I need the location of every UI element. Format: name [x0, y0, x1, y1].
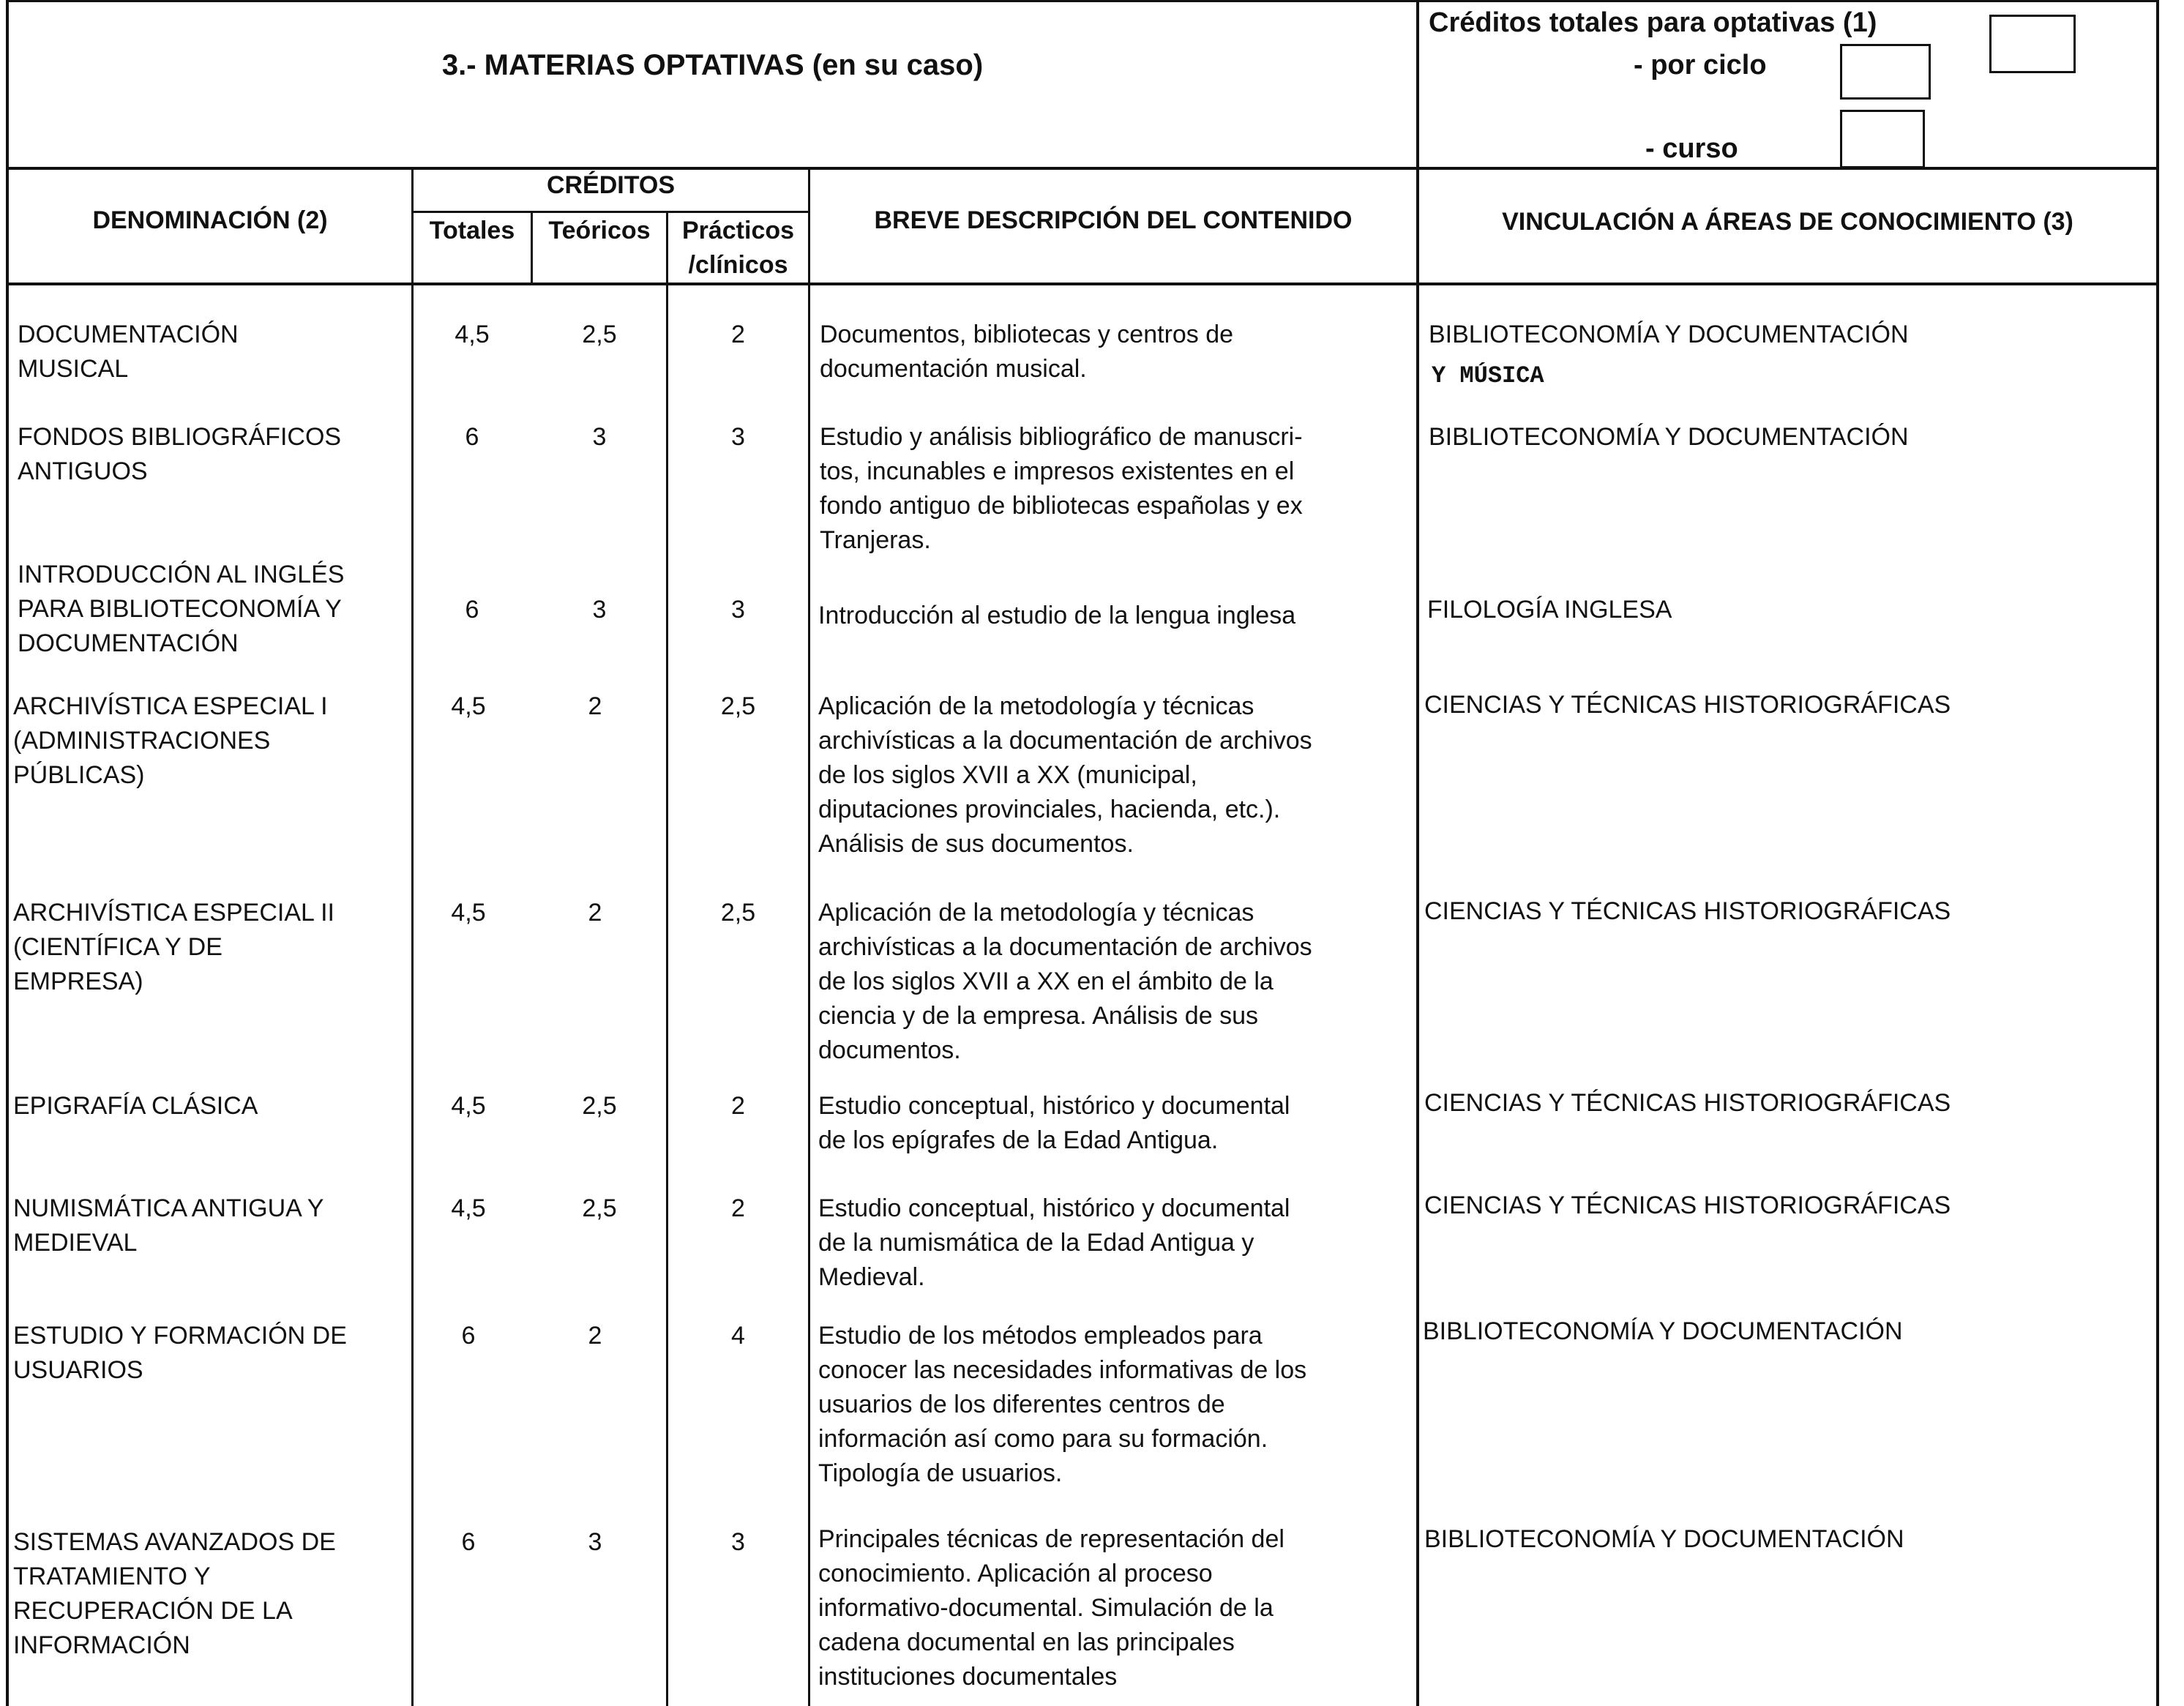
header-bottom-rule [6, 167, 2159, 170]
row-name: EPIGRAFÍA CLÁSICA [13, 1092, 258, 1120]
row-teoricos: 3 [592, 596, 607, 624]
row-descripcion: Estudio conceptual, histórico y documental de los epígrafes de la Edad Antigua. [818, 1092, 1290, 1154]
row-totales: 6 [465, 596, 479, 624]
row-descripcion: Documentos, bibliotecas y centros de documentación musical. [820, 321, 1234, 383]
row-name: SISTEMAS AVANZADOS DE TRATAMIENTO Y RECUPERACIÓN DE LA INFORMACIÓN [13, 1528, 336, 1659]
row-practicos: 2,5 [720, 692, 756, 720]
row-area: FILOLOGÍA INGLESA [1427, 596, 1672, 624]
row-teoricos: 2,5 [582, 1092, 617, 1120]
row-totales: 6 [461, 1322, 476, 1350]
row-name: FONDOS BIBLIOGRÁFICOS ANTIGUOS [18, 423, 342, 485]
row-area: BIBLIOTECONOMÍA Y DOCUMENTACIÓN [1429, 423, 1909, 451]
row-practicos: 2,5 [720, 899, 756, 927]
col-header-descripcion: BREVE DESCRIPCIÓN DEL CONTENIDO [874, 206, 1353, 234]
total-credits-box[interactable] [1989, 15, 2076, 73]
row-descripcion: Estudio y análisis bibliográfico de manuscri- tos, incunables e impresos existentes en el fondo antiguo de bibliotecas españolas y ex Tranjeras. [820, 423, 1303, 554]
row-practicos: 3 [731, 596, 745, 624]
row-totales: 4,5 [451, 899, 486, 927]
total-credits-label: Créditos totales para optativas (1) [1429, 7, 1877, 38]
row-practicos: 2 [731, 1092, 745, 1120]
per-cycle-label: - por ciclo [1634, 50, 1767, 81]
col-header-denominacion: DENOMINACIÓN (2) [92, 206, 328, 234]
row-teoricos: 2 [588, 692, 602, 720]
columns-header-bottom-rule [6, 283, 2159, 285]
row-teoricos: 2 [588, 1322, 602, 1350]
per-course-label: - curso [1645, 133, 1738, 164]
col-header-totales: Totales [429, 217, 515, 244]
row-area: CIENCIAS Y TÉCNICAS HISTORIOGRÁFICAS [1424, 1191, 1951, 1219]
row-totales: 4,5 [451, 1194, 486, 1222]
row-practicos: 4 [731, 1322, 745, 1350]
row-area: CIENCIAS Y TÉCNICAS HISTORIOGRÁFICAS [1424, 897, 1951, 925]
row-descripcion: Introducción al estudio de la lengua inglesa [818, 602, 1296, 629]
per-course-box[interactable] [1840, 110, 1925, 168]
row-teoricos: 2,5 [582, 1194, 617, 1222]
row-totales: 4,5 [455, 321, 490, 348]
row-teoricos: 3 [592, 423, 607, 451]
row-area: CIENCIAS Y TÉCNICAS HISTORIOGRÁFICAS [1424, 1089, 1951, 1117]
row-practicos: 2 [731, 1194, 745, 1222]
row-teoricos: 2 [588, 899, 602, 927]
row-name: ESTUDIO Y FORMACIÓN DE USUARIOS [13, 1322, 347, 1384]
frame-right-border [2156, 0, 2159, 1706]
row-practicos: 3 [731, 423, 745, 451]
row-practicos: 3 [731, 1528, 745, 1556]
creditos-subheader-rule [411, 211, 810, 213]
row-totales: 4,5 [451, 692, 486, 720]
row-name: DOCUMENTACIÓN MUSICAL [18, 321, 239, 383]
row-totales: 6 [465, 423, 479, 451]
row-totales: 6 [461, 1528, 476, 1556]
col-divider-denominacion [411, 170, 414, 1706]
row-area-secondary: Y MÚSICA [1432, 362, 1544, 389]
row-totales: 4,5 [451, 1092, 486, 1120]
col-header-vinculacion: VINCULACIÓN A ÁREAS DE CONOCIMIENTO (3) [1502, 208, 2073, 236]
row-area: BIBLIOTECONOMÍA Y DOCUMENTACIÓN [1423, 1317, 1903, 1345]
page-title: 3.- MATERIAS OPTATIVAS (en su caso) [441, 49, 984, 81]
col-divider-creditos-end [808, 170, 810, 1706]
col-header-practicos: Prácticos /clínicos [681, 217, 795, 279]
header-divider [1416, 0, 1419, 170]
row-descripcion: Estudio de los métodos empleados para conocer las necesidades informativas de los usuarios de los diferentes centros de información así como para su formación. Tipología de usuarios. [818, 1322, 1307, 1487]
col-divider-descripcion [1416, 170, 1419, 1706]
row-name: ARCHIVÍSTICA ESPECIAL II (CIENTÍFICA Y DE EMPRESA) [13, 899, 334, 995]
row-teoricos: 2,5 [582, 321, 617, 348]
col-header-teoricos: Teóricos [548, 217, 651, 244]
row-teoricos: 3 [588, 1528, 602, 1556]
row-descripcion: Principales técnicas de representación del conocimiento. Aplicación al proceso informativo-documental. Simulación de la cadena documental en las principales instituciones documentales [818, 1525, 1284, 1691]
row-name: ARCHIVÍSTICA ESPECIAL I (ADMINISTRACIONES PÚBLICAS) [13, 692, 328, 789]
row-name: INTRODUCCIÓN AL INGLÉS PARA BIBLIOTECONOMÍA Y DOCUMENTACIÓN [18, 561, 345, 657]
per-cycle-box[interactable] [1840, 44, 1931, 100]
row-descripcion: Aplicación de la metodología y técnicas archivísticas a la documentación de archivos de los siglos XVII a XX (municipal, diputaciones provinciales, hacienda, etc.). Análisis de sus documentos. [818, 692, 1312, 858]
row-descripcion: Estudio conceptual, histórico y documental de la numismática de la Edad Antigua y Medieval. [818, 1194, 1290, 1291]
row-area: CIENCIAS Y TÉCNICAS HISTORIOGRÁFICAS [1424, 691, 1951, 719]
row-area: BIBLIOTECONOMÍA Y DOCUMENTACIÓN [1429, 321, 1909, 348]
col-header-creditos: CRÉDITOS [546, 171, 676, 199]
frame-top-border [6, 0, 2158, 2]
row-name: NUMISMÁTICA ANTIGUA Y MEDIEVAL [13, 1194, 324, 1257]
row-practicos: 2 [731, 321, 745, 348]
row-area: BIBLIOTECONOMÍA Y DOCUMENTACIÓN [1424, 1525, 1904, 1553]
row-descripcion: Aplicación de la metodología y técnicas archivísticas a la documentación de archivos de los siglos XVII a XX en el ámbito de la ciencia y de la empresa. Análisis de sus documentos. [818, 899, 1312, 1064]
frame-left-border [6, 0, 9, 1706]
